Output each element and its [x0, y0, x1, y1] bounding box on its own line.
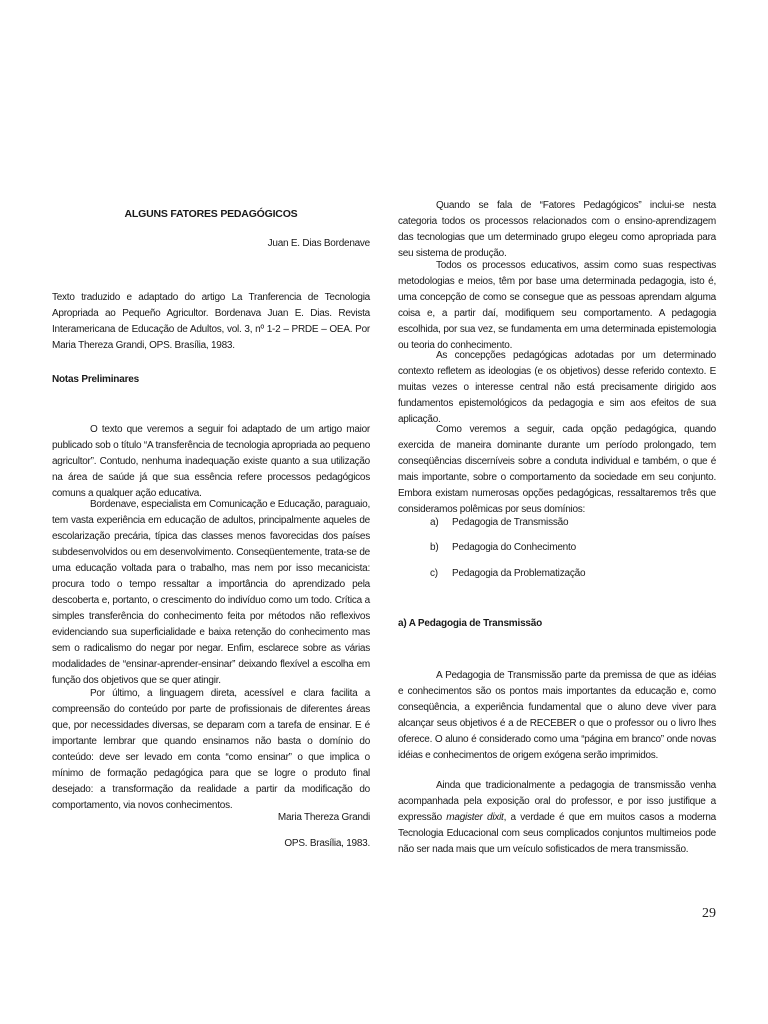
signature-place: OPS. Brasília, 1983.	[284, 838, 370, 849]
left-paragraph-1: O texto que veremos a seguir foi adaptado de um artigo maior publicado sob o título “A transferência de tecnologia apropriada ao pequeno agricultor”. Contudo, nenhuma inadequação existe quanto a sua utilização na área de saúde já que sua essência refere processos pedagógicos comuns a qualquer ação educativa.	[52, 424, 370, 499]
right-paragraph-2: Todos os processos educativos, assim como suas respectivas metodologias e meios, têm por base uma determinada pedagogia, isto é, uma concepção de como se consegue que as pessoas aprendam alguma coisa e, a partir daí, modifiquem seu comportamento. A pedagogia escolhida, por sua vez, se fundamenta em uma determinada epistemologia ou teoria do conhecimento.	[398, 260, 716, 351]
left-paragraph-3: Por último, a linguagem direta, acessível e clara facilita a compreensão do conteúdo por parte de profissionais de diferentes áreas que, por necessidades diversas, se deparam com a tarefa de ensinar. E é importante lembrar que quando ensinamos não basta o domínio do conteúdo: deve ser levado em conta “como ensinar” o que implica o mínimo de formação pedagógica para que se logre o produto final desejado: a transformação da realidade a partir da modificação do comportamento, via novos conhecimentos.	[52, 688, 370, 811]
right-paragraph-1: Quando se fala de “Fatores Pedagógicos” inclui-se nesta categoria todos os processos relacionados com o ensino-aprendizagem das tecnologias que um determinado grupo elegeu como apropriada para seu sistema de produção.	[398, 200, 716, 259]
list-label: Pedagogia de Transmissão	[452, 517, 569, 528]
paragraph-text: Ainda que tradicionalmente a pedagogia de transmissão venha acompanhada pela exposição oral do professor, e por isso justifique a expressão	[398, 780, 716, 823]
list-marker: c)	[430, 568, 438, 579]
list-label: Pedagogia do Conhecimento	[452, 542, 576, 553]
list-marker: b)	[430, 542, 439, 553]
italic-latin-phrase: magister dixit	[446, 812, 504, 823]
left-paragraph-2: Bordenave, especialista em Comunicação e Educação, paraguaio, tem vasta experiência em educação de adultos, principalmente aqueles de escolarização precária, típica das classes menos favorecidas dos países subdesenvolvidos ou em desenvolvimento. Conseqüentemente, trata-se de uma educação voltada para o trabalho, mas nem por isso mecanicista: procura todo o tempo ressaltar a importância do aprendizado pela descoberta e, portanto, o crescimento do indivíduo como um todo. Crítica a simples transferência do conhecimento feita por métodos não reflexivos evidenciando sua superficialidade e baixa retenção do conhecimento mas sem o radicalismo do negar por negar. Enfim, esclarece sobre as várias modalidades de “ensinar-aprender-ensinar” deixando flexível a escolha em função dos objetivos que se quer atingir.	[52, 499, 370, 686]
list-item	[430, 566, 585, 582]
source-note: Texto traduzido e adaptado do artigo La Tranferencia de Tecnologia Apropriada ao Pequeño Agricultor. Bordenava Juan E. Dias. Revista Interamericana de Educação de Adultos, vol. 3, nº 1-2 – PRDE – OEA. Por Maria Thereza Grandi, OPS. Brasília, 1983.	[52, 292, 370, 351]
right-paragraph-6	[398, 778, 716, 858]
right-paragraph-5: A Pedagogia de Transmissão parte da premissa de que as idéias e conhecimentos são os pontos mais importantes da educação e, como conseqüência, a experiência fundamental que o aluno deve viver para alcançar seus objetivos é a de RECEBER o que o professor ou o livro lhes oferece. O aluno é considerado como uma “página em branco” onde novas idéias e conhecimentos de origem exógena serão imprimidos.	[398, 670, 716, 761]
section-heading-transmissao: a) A Pedagogia de Transmissão	[398, 618, 543, 629]
author-name: Juan E. Dias Bordenave	[267, 238, 370, 249]
right-paragraph-3: As concepções pedagógicas adotadas por um determinado contexto refletem as ideologias (e os objetivos) desse referido contexto. E muitas vezes o interesse central não está precisamente dirigido aos fundamentos epistemológicos da pedagogia e sim aos efeitos de sua aplicação.	[398, 350, 716, 425]
paragraph-text: , a verdade é que em muitos casos a moderna Tecnologia Educacional com seus complicados conjuntos multimeios pode não ser nada mais que um veículo sofisticados de mera transmissão.	[398, 812, 716, 855]
signature-name: Maria Thereza Grandi	[277, 812, 370, 823]
article-title: ALGUNS FATORES PEDAGÓGICOS	[124, 208, 298, 220]
list-item	[430, 515, 568, 531]
page-number: 29	[702, 906, 716, 921]
list-marker: a)	[430, 517, 439, 528]
list-item	[430, 540, 576, 556]
list-label: Pedagogia da Problematização	[452, 568, 586, 579]
right-paragraph-4: Como veremos a seguir, cada opção pedagógica, quando exercida de maneira dominante durante um período prolongado, tem conseqüências discerníveis sobre a conduta individual e também, o que é mais importante, sobre o comportamento da sociedade em seu conjunto. Embora existam numerosas opções pedagógicas, ressaltaremos três que consideramos polêmicas por seus domínios:	[398, 424, 716, 515]
section-heading-notas: Notas Preliminares	[52, 374, 139, 385]
